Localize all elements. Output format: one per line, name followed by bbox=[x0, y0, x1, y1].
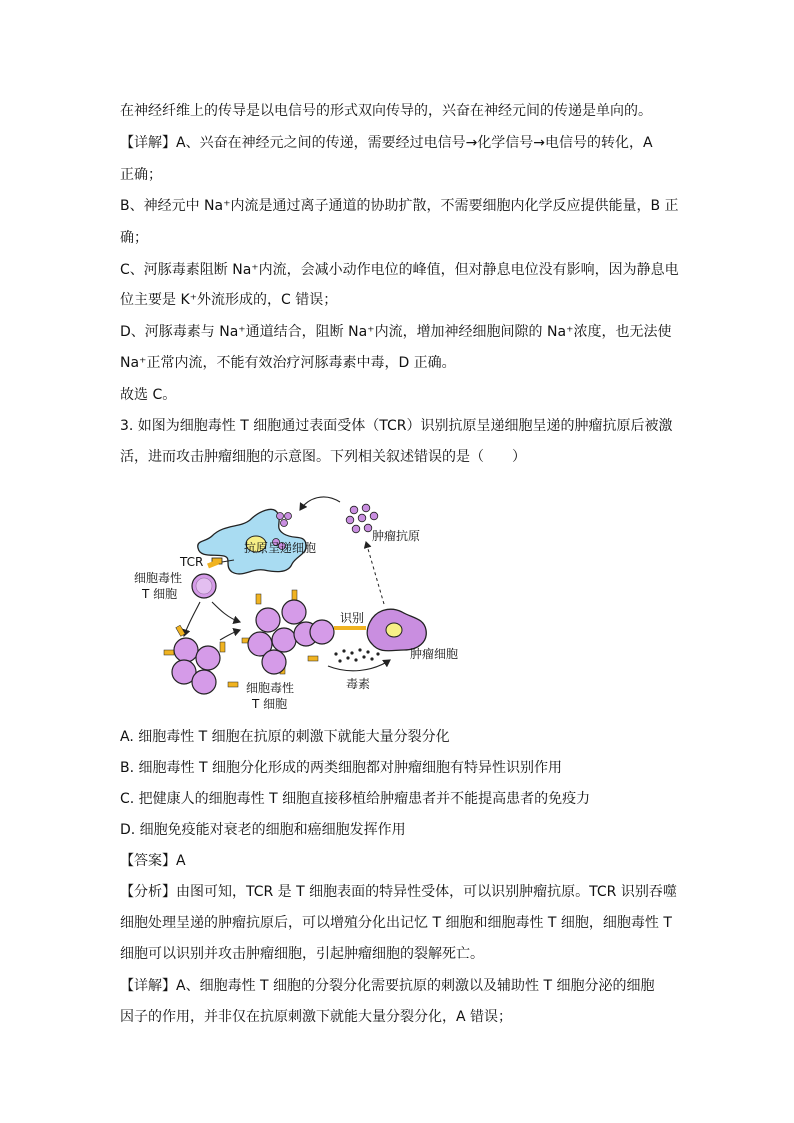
explanation-heading-line: 【详解】A、兴奋在神经元之间的传递，需要经过电信号→化学信号→电信号的转化，A bbox=[120, 135, 653, 151]
label-ctl-line1: 细胞毒性 bbox=[134, 571, 183, 585]
explanation-line: 因子的作用，并非仅在抗原刺激下就能大量分裂分化，A 错误； bbox=[120, 1009, 513, 1025]
label-tumor-cell: 肿瘤细胞 bbox=[410, 647, 459, 661]
immune-diagram bbox=[128, 486, 459, 716]
tumor-nucleus bbox=[386, 623, 402, 637]
label-recognize: 识别 bbox=[340, 611, 365, 625]
arrow-to-effector-cells bbox=[212, 602, 240, 622]
diagram-svg bbox=[128, 486, 459, 716]
apc-vesicle bbox=[285, 513, 292, 520]
apc-vesicle bbox=[277, 513, 284, 520]
dashed-arrow-tumor-to-antigen bbox=[366, 542, 384, 604]
effector-t-cell-cluster bbox=[242, 590, 334, 674]
text-line: 正确； bbox=[120, 167, 162, 183]
analysis-line: 【分析】由图可知，TCR 是 T 细胞表面的特异性受体，可以识别肿瘤抗原。TCR 识别吞噬 bbox=[120, 884, 677, 900]
explanation-line: 【详解】A、细胞毒性 T 细胞的分裂分化需要抗原的刺激以及辅助性 T 细胞分泌的细胞 bbox=[120, 978, 655, 994]
label-tumor-antigen: 肿瘤抗原 bbox=[372, 529, 421, 543]
toxin-dots bbox=[334, 648, 379, 662]
option-a: A. 细胞毒性 T 细胞在抗原的刺激下就能大量分裂分化 bbox=[120, 729, 450, 745]
arrow-antigen-to-apc bbox=[300, 497, 340, 510]
label-apc: 抗原呈递细胞 bbox=[244, 541, 317, 555]
label-toxin: 毒素 bbox=[346, 677, 371, 691]
text-line: Na⁺正常内流，不能有效治疗河豚毒素中毒，D 正确。 bbox=[120, 355, 456, 371]
analysis-line: 细胞处理呈递的肿瘤抗原后，可以增殖分化出记忆 T 细胞和细胞毒性 T 细胞，细胞毒性 T bbox=[120, 915, 672, 931]
text-line: 确； bbox=[120, 230, 148, 246]
label-ctl2-line2: T 细胞 bbox=[252, 697, 288, 711]
question-stem-line: 3. 如图为细胞毒性 T 细胞通过表面受体（TCR）识别抗原呈递细胞呈递的肿瘤抗原后被激 bbox=[120, 418, 673, 434]
text-line: 在神经纤维上的传导是以电信号的形式双向传导的，兴奋在神经元间的传递是单向的。 bbox=[120, 103, 652, 119]
text-line: C、河豚毒素阻断 Na⁺内流，会减小动作电位的峰值，但对静息电位没有影响，因为静息电 bbox=[120, 262, 679, 278]
label-ctl-line2: T 细胞 bbox=[142, 587, 178, 601]
option-d: D. 细胞免疫能对衰老的细胞和癌细胞发挥作用 bbox=[120, 822, 406, 838]
toxin-arrow bbox=[328, 660, 390, 671]
answer-choice-line: 故选 C。 bbox=[120, 387, 177, 403]
option-b: B. 细胞毒性 T 细胞分化形成的两类细胞都对肿瘤细胞有特异性识别作用 bbox=[120, 760, 562, 776]
analysis-line: 细胞可以识别并攻击肿瘤细胞，引起肿瘤细胞的裂解死亡。 bbox=[120, 946, 484, 962]
question-stem-line: 活，进而攻击肿瘤细胞的示意图。下列相关叙述错误的是（ ） bbox=[120, 449, 526, 465]
answer-line: 【答案】A bbox=[120, 853, 186, 869]
label-ctl2-line1: 细胞毒性 bbox=[246, 681, 295, 695]
text-line: 位主要是 K⁺外流形成的，C 错误； bbox=[120, 292, 338, 308]
text-line: B、神经元中 Na⁺内流是通过离子通道的协助扩散，不需要细胞内化学反应提供能量，B 正 bbox=[120, 198, 679, 214]
option-c: C. 把健康人的细胞毒性 T 细胞直接移植给肿瘤患者并不能提高患者的免疫力 bbox=[120, 791, 591, 807]
text-line: D、河豚毒素与 Na⁺通道结合，阻断 Na⁺内流，增加神经细胞间隙的 Na⁺浓度，也无法使 bbox=[120, 324, 672, 340]
apc-vesicle bbox=[281, 520, 288, 527]
label-tcr: TCR bbox=[180, 555, 204, 569]
arrow-to-memory-cells bbox=[184, 602, 200, 636]
arrow-between-groups bbox=[220, 630, 240, 640]
